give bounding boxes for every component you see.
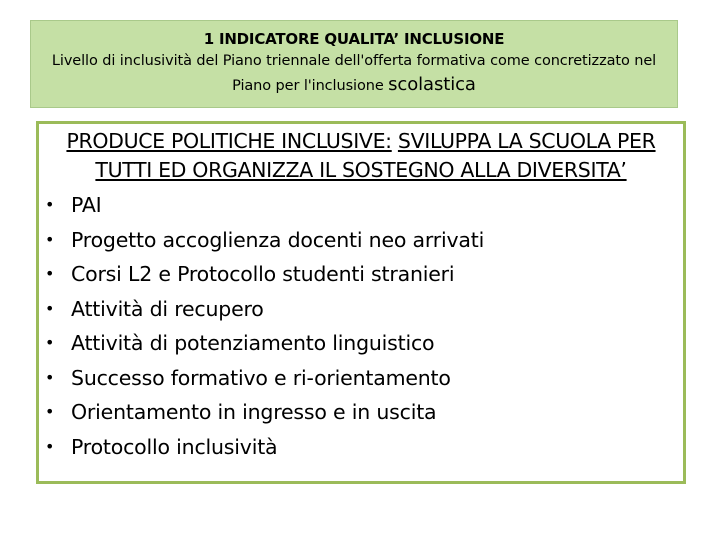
indicator-subtitle (31, 49, 677, 98)
bullet-icon: • (45, 436, 55, 456)
policies-box (36, 121, 686, 484)
bullet-icon: • (45, 195, 55, 214)
list-item (39, 257, 683, 292)
list-item (39, 361, 683, 396)
indicator-subtitle-last-word: scolastica (388, 74, 476, 95)
list-item-label: Protocollo inclusività (71, 434, 278, 459)
indicator-title: 1 INDICATORE QUALITA’ INCLUSIONE (203, 30, 505, 48)
list-item-label: Progetto accoglienza docenti neo arrivati (71, 227, 485, 252)
indicator-subtitle-text: Livello di inclusività del Piano triennale dell'offerta formativa come concretizzato nel Piano per l'inclusione (51, 53, 657, 94)
indicator-header (30, 20, 678, 108)
bullet-icon: • (45, 367, 55, 387)
bullet-icon: • (45, 229, 55, 249)
list-item (39, 326, 683, 361)
list-item (39, 223, 683, 258)
bullet-icon: • (45, 333, 55, 352)
bullet-icon: • (45, 402, 55, 421)
list-item-label: Orientamento in ingresso e in uscita (71, 400, 437, 424)
list-item (39, 292, 683, 327)
bullet-icon: • (45, 264, 55, 283)
list-item-label: Successo formativo e ri-orientamento (71, 365, 451, 390)
bullet-icon: • (45, 298, 55, 318)
list-item (39, 430, 683, 465)
policies-list (39, 188, 683, 464)
list-item-label: Corsi L2 e Protocollo studenti stranieri (71, 262, 455, 286)
policies-heading-bold: PRODUCE POLITICHE INCLUSIVE: (66, 129, 392, 153)
list-item (39, 395, 683, 430)
list-item-label: Attività di potenziamento linguistico (71, 331, 435, 355)
policies-heading (45, 127, 677, 185)
policies-heading-rest: SVILUPPA LA SCUOLA PER TUTTI ED ORGANIZZA IL SOSTEGNO ALLA DIVERSITA’ (95, 129, 656, 182)
list-item (39, 188, 683, 223)
list-item-label: Attività di recupero (71, 296, 264, 321)
list-item-label: PAI (71, 193, 102, 217)
